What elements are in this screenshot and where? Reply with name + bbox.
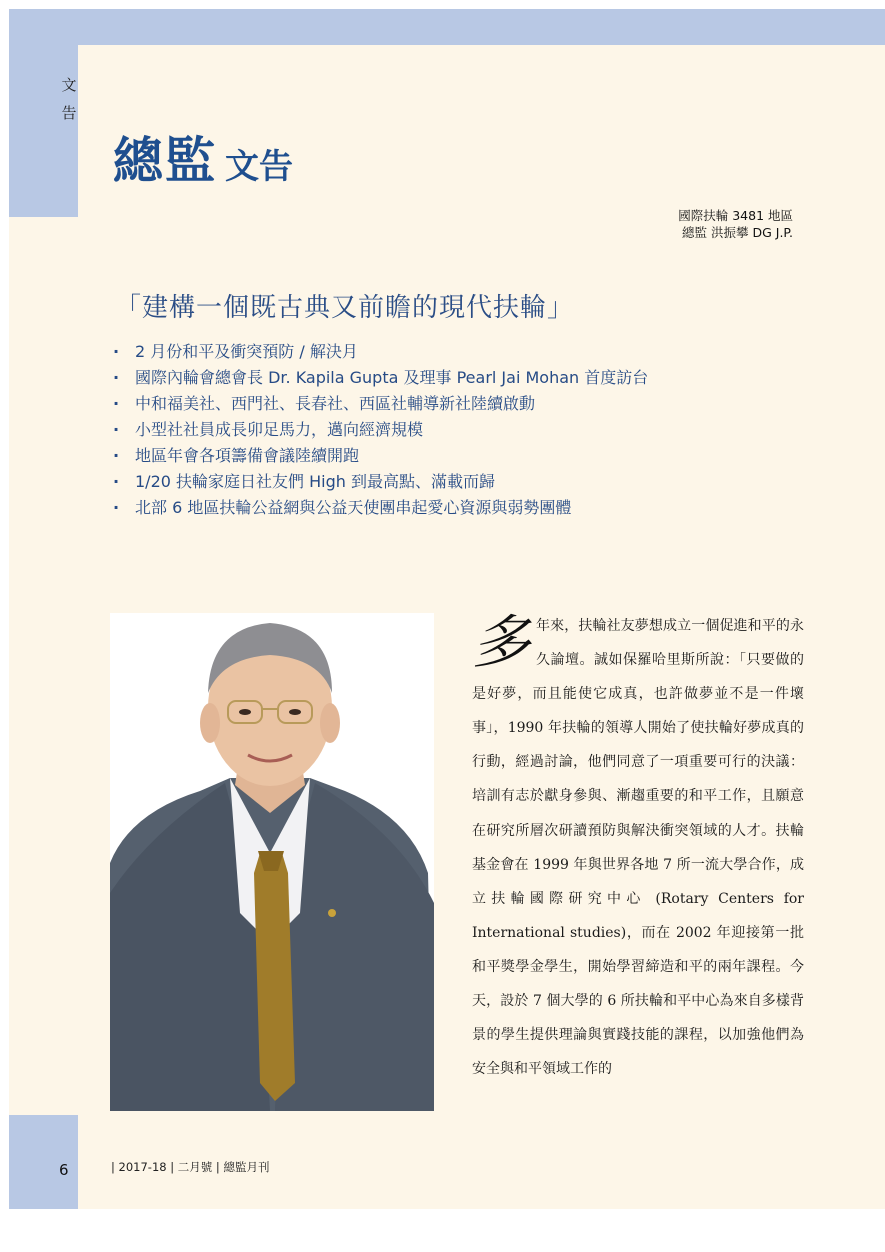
bullet-item: · 小型社社員成長卯足馬力，邁向經濟規模 [113,417,648,443]
portrait-illustration [110,613,434,1111]
bullet-item: · 中和福美社、西門社、長春社、西區社輔導新社陸續啟動 [113,391,648,417]
page [9,9,885,1209]
footer-text: | 2017-18 | 二月號 | 總監月刊 [111,1160,270,1174]
bullet-item: · 國際內輪會總會長 Dr. Kapila Gupta 及理事 Pearl Jai Mohan 首度訪台 [113,365,648,391]
bullet-list [113,339,648,521]
bullet-item: · 北部 6 地區扶輪公益網與公益天使團串起愛心資源與弱勢團體 [113,495,648,521]
page-title [113,121,293,193]
body-paragraph [472,609,804,1086]
header-band [9,9,885,45]
bullet-item: · 地區年會各項籌備會議陸續開跑 [113,443,648,469]
author-name: 總監 洪振攀 DG J.P. [682,225,793,240]
bullet-item: · 2 月份和平及衝突預防 / 解決月 [113,339,648,365]
author-district: 國際扶輪 3481 地區 [678,208,793,223]
author-block [678,207,793,241]
headline: 「建構一個既古典又前瞻的現代扶輪」 [115,293,575,323]
bullet-item: · 1/20 扶輪家庭日社友們 High 到最高點、滿載而歸 [113,469,648,495]
body-text: 年來，扶輪社友夢想成立一個促進和平的永久論壇。誠如保羅哈里斯所說：「只要做的是好夢，而且能使它成真，也許做夢並不是一件壞事」，1990 年扶輪的領導人開始了使扶輪好夢成真的行動，經過討論，他們同意了一項重要可行的決議：培訓有志於獻身參與、漸趨重要的和平工作，且願意在研究所層次研讀預防與解決衝突領域的人才。扶輪基金會在 1999 年與世界各地 7 所一流大學合作，成立扶輪國際研究中心 (Rotary Centers for International studies)，而在 2002 年迎接第一批和平獎學金學生，開始學習締造和平的兩年課程。今天，設於 7 個大學的 6 所扶輪和平中心為來自多樣背景的學生提供理論與實踐技能的課程，以加強他們為安全與和平領域工作的 [472,618,804,1078]
title-sub: 文告 [225,147,293,187]
page-number: 6 [59,1161,69,1179]
dropcap: 多 [472,608,531,676]
title-main: 總監 [113,131,217,190]
portrait-photo [110,613,434,1111]
section-label: 文 告 [61,76,77,122]
